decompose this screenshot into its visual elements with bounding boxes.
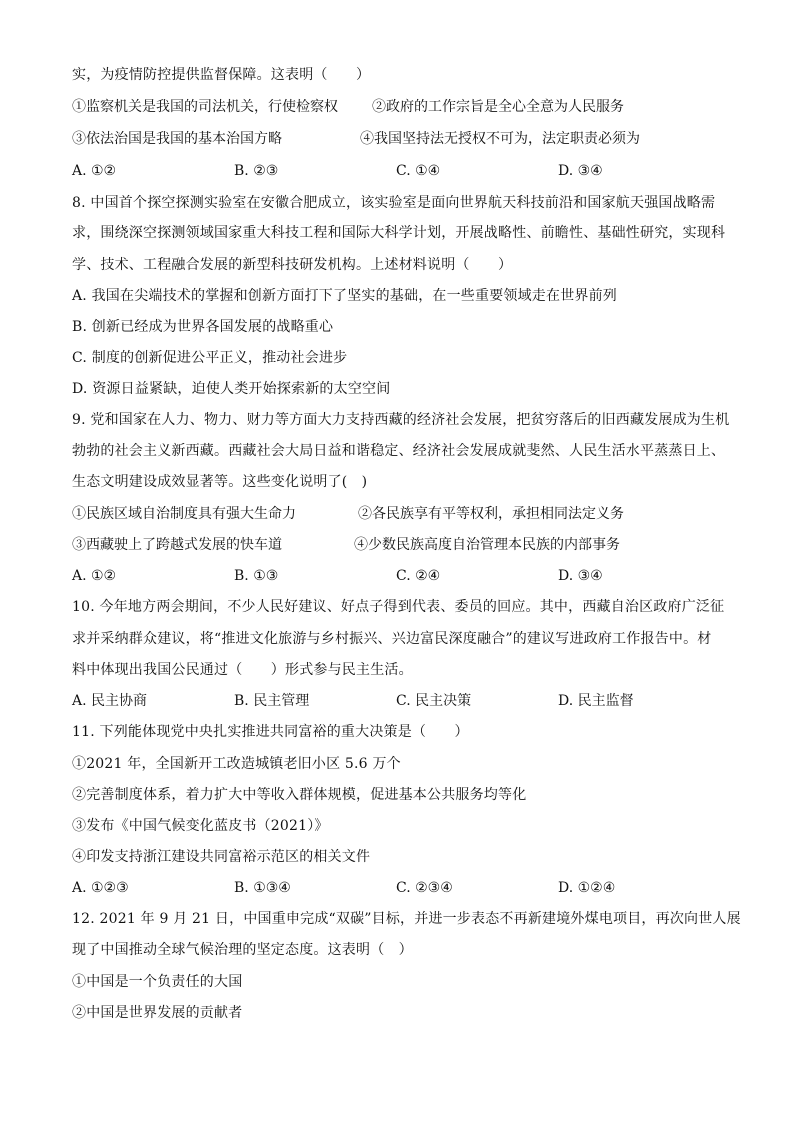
q11-option-c: C. ②③④	[396, 880, 453, 896]
q7-statement-2: ②政府的工作宗旨是全心全意为人民服务	[372, 99, 624, 115]
q8-stem-line-2: 求，围绕深空探测领域国家重大科技工程和国际大科学计划，开展战略性、前瞻性、基础性研究，实现科	[72, 225, 726, 241]
q10-stem-line-2: 求并采纳群众建议，将“推进文化旅游与乡村振兴、兴边富民深度融合”的建议写进政府工作报告中。材	[72, 631, 712, 647]
q9-statement-3: ③西藏驶上了跨越式发展的快车道	[72, 537, 282, 553]
q8-stem-line-3: 学、技术、工程融合发展的新型科技研发机构。上述材料说明（ ）	[72, 257, 513, 273]
q12-statement-1: ①中国是一个负责任的大国	[72, 974, 243, 990]
q11-statement-1: ①2021 年，全国新开工改造城镇老旧小区 5.6 万个	[72, 756, 401, 772]
q9-statement-2: ②各民族享有平等权利，承担相同法定义务	[358, 506, 624, 522]
q9-stem-line-3: 生态文明建设成效显著等。这些变化说明了( )	[72, 474, 368, 490]
q10-option-c: C. 民主决策	[396, 693, 472, 709]
q10-option-b: B. 民主管理	[234, 693, 310, 709]
q10-stem-line-3: 料中体现出我国公民通过（ ）形式参与民主生活。	[72, 662, 413, 678]
q9-stem-line-2: 勃勃的社会主义新西藏。西藏社会大局日益和谐稳定、经济社会发展成就斐然、人民生活水平蒸蒸日上、	[72, 443, 726, 459]
q7-statement-3: ③依法治国是我国的基本治国方略	[72, 131, 282, 147]
q9-statement-1: ①民族区域自治制度具有强大生命力	[72, 506, 296, 522]
q10-stem-line-1: 10. 今年地方两会期间，不少人民好建议、好点子得到代表、委员的回应。其中，西藏自治区政府广泛征	[72, 599, 725, 615]
q9-stem-line-1: 9. 党和国家在人力、物力、财力等方面大力支持西藏的经济社会发展，把贫穷落后的旧西藏发展成为生机	[72, 412, 730, 428]
q8-option-c: C. 制度的创新促进公平正义，推动社会进步	[72, 350, 348, 366]
q8-stem-line-1: 8. 中国首个探空探测实验室在安徽合肥成立，该实验室是面向世界航天科技前沿和国家航天强国战略需	[72, 195, 716, 211]
q7-option-d: D. ③④	[558, 163, 603, 179]
q12-statement-2: ②中国是世界发展的贡献者	[72, 1005, 243, 1021]
q11-statement-2: ②完善制度体系，着力扩大中等收入群体规模，促进基本公共服务均等化	[72, 787, 527, 803]
q11-stem-line-1: 11. 下列能体现党中央扎实推进共同富裕的重大决策是（ ）	[72, 724, 469, 740]
q9-statement-4: ④少数民族高度自治管理本民族的内部事务	[354, 537, 620, 553]
q12-stem-line-1: 12. 2021 年 9 月 21 日，中国重申完成“双碳”目标，并进一步表态不再新建境外煤电项目，再次向世人展	[72, 911, 741, 927]
q7-statement-1: ①监察机关是我国的司法机关，行使检察权	[72, 99, 338, 115]
q7-stem-tail: 实，为疫情防控提供监督保障。这表明（ ）	[72, 67, 371, 83]
q11-option-b: B. ①③④	[234, 880, 291, 896]
q10-option-a: A. 民主协商	[72, 693, 148, 709]
q8-option-b: B. 创新已经成为世界各国发展的战略重心	[72, 319, 334, 335]
q7-option-a: A. ①②	[72, 163, 117, 179]
q7-option-c: C. ①④	[396, 163, 441, 179]
q11-statement-4: ④印发支持浙江建设共同富裕示范区的相关文件	[72, 849, 371, 865]
q9-option-b: B. ①③	[234, 568, 279, 584]
q8-option-a: A. 我国在尖端技术的掌握和创新方面打下了坚实的基础，在一些重要领域走在世界前列	[72, 288, 618, 304]
q7-option-b: B. ②③	[234, 163, 279, 179]
q12-stem-line-2: 现了中国推动全球气候治理的坚定态度。这表明（ ）	[72, 942, 413, 958]
q9-option-c: C. ②④	[396, 568, 441, 584]
q10-option-d: D. 民主监督	[558, 693, 634, 709]
q7-statement-4: ④我国坚持法无授权不可为，法定职责必须为	[360, 131, 640, 147]
q9-option-d: D. ③④	[558, 568, 603, 584]
q11-option-d: D. ①②④	[558, 880, 616, 896]
q9-option-a: A. ①②	[72, 568, 117, 584]
q8-option-d: D. 资源日益紧缺，迫使人类开始探索新的太空空间	[72, 381, 391, 397]
q11-statement-3: ③发布《中国气候变化蓝皮书（2021）》	[72, 818, 329, 834]
q11-option-a: A. ①②③	[72, 880, 129, 896]
